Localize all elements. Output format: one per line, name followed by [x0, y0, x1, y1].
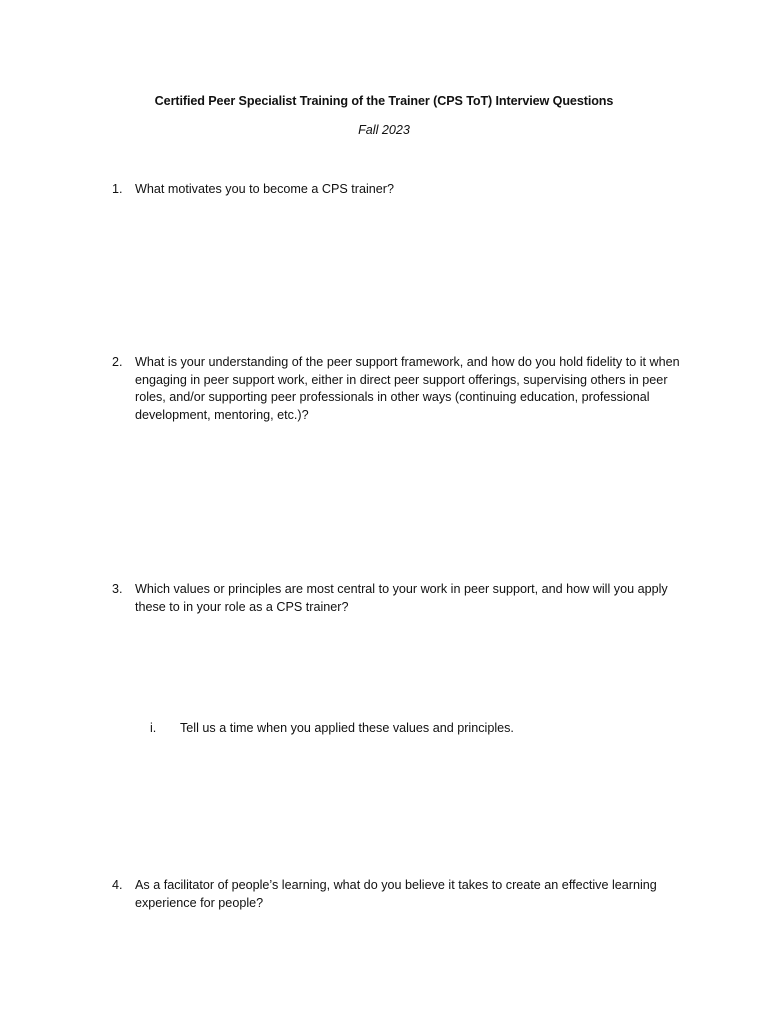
document-title: Certified Peer Specialist Training of the Trainer (CPS ToT) Interview Questions [154, 94, 614, 108]
question-4 [112, 877, 692, 912]
question-3 [112, 581, 692, 616]
question-1 [112, 181, 692, 199]
question-text: What motivates you to become a CPS trainer? [135, 182, 394, 196]
question-number: 1. [112, 182, 123, 196]
question-2 [112, 354, 692, 424]
subquestion-3-i [150, 720, 690, 738]
subquestion-number: i. [150, 721, 157, 735]
subquestion-text: Tell us a time when you applied these values and principles. [180, 721, 514, 735]
question-text: What is your understanding of the peer support framework, and how do you hold fidelity to it when engaging in peer support work, either in direct peer support offerings, supervising others in peer roles, and/or supporting peer professionals in other ways (continuing education, professional development, mentoring, etc.)? [135, 355, 680, 422]
document-subtitle: Fall 2023 [358, 123, 410, 137]
question-text: As a facilitator of people’s learning, what do you believe it takes to create an effective learning experience for people? [135, 878, 657, 910]
question-number: 4. [112, 878, 123, 892]
question-text: Which values or principles are most central to your work in peer support, and how will you apply these to in your role as a CPS trainer? [135, 582, 668, 614]
question-number: 2. [112, 355, 123, 369]
question-number: 3. [112, 582, 123, 596]
